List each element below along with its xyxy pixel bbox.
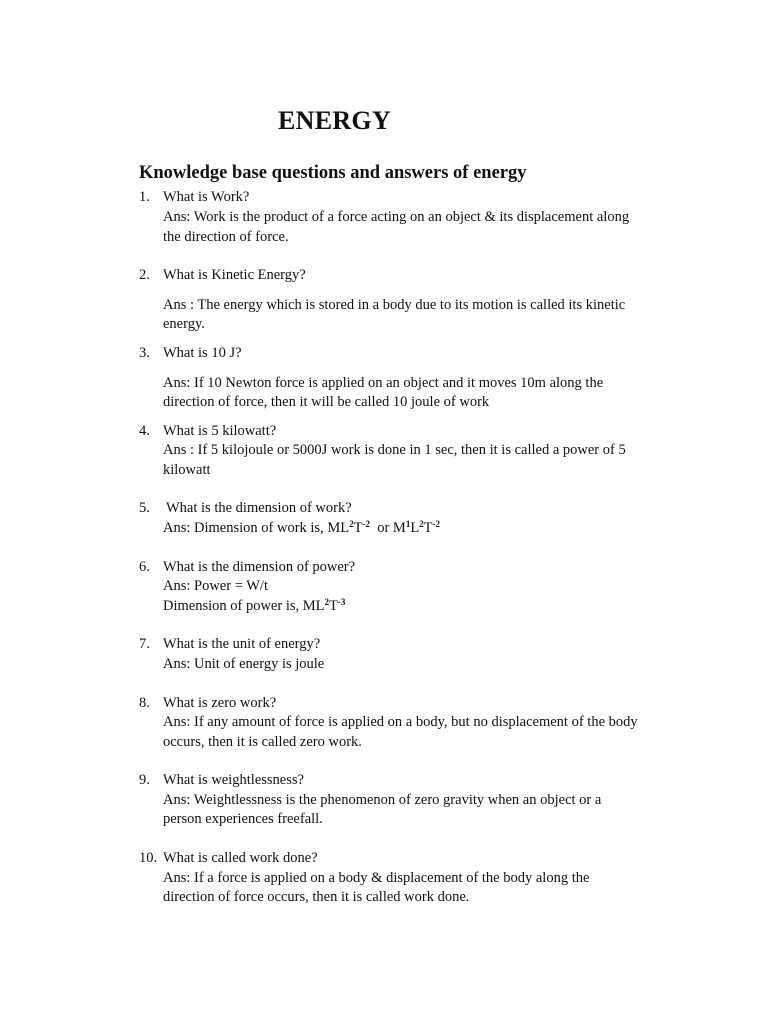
- question: What is 5 kilowatt?: [163, 423, 277, 439]
- answer-line: Ans: Power = W/t: [163, 578, 268, 594]
- answer-line: direction of force occurs, then it is called work done.: [163, 889, 470, 905]
- question: What is weightlessness?: [163, 772, 304, 788]
- item-number: 6.: [139, 559, 150, 575]
- answer-line: Dimension of power is, $ML^2T^{-3}$: [163, 597, 346, 614]
- question: What is Kinetic Energy?: [163, 267, 306, 283]
- answer-line: Ans: If any amount of force is applied on a body, but no displacement of the body: [163, 714, 638, 730]
- question: What is the unit of energy?: [163, 636, 321, 652]
- question: What is the dimension of work?: [166, 500, 352, 516]
- answer-line: Ans: Dimension of work is, $ML^2T^{-2}$ or $M^1L^2T^{-2}$: [163, 519, 441, 536]
- answer-line: Ans : If 5 kilojoule or 5000J work is done in 1 sec, then it is called a power of 5: [163, 442, 626, 458]
- answer-line: Ans : The energy which is stored in a body due to its motion is called its kinetic: [163, 297, 626, 313]
- section-heading: Knowledge base questions and answers of energy: [139, 163, 527, 183]
- page-title: ENERGY: [278, 106, 392, 135]
- answer-line: Ans: If a force is applied on a body & displacement of the body along the: [163, 870, 590, 886]
- answer-line: Ans: Unit of energy is joule: [163, 656, 325, 672]
- answer-line: Ans: Work is the product of a force acting on an object & its displacement along: [163, 209, 630, 225]
- item-number: 8.: [139, 695, 150, 711]
- question: What is 10 J?: [163, 345, 242, 361]
- item-number: 2.: [139, 267, 150, 283]
- answer-line: person experiences freefall.: [163, 811, 323, 827]
- question: What is called work done?: [163, 850, 318, 866]
- item-number: 7.: [139, 636, 150, 652]
- item-number: 5.: [139, 500, 150, 516]
- answer-line: Ans: If 10 Newton force is applied on an object and it moves 10m along the: [163, 375, 604, 391]
- item-number: 1.: [139, 189, 150, 205]
- item-number: 10.: [139, 850, 158, 866]
- answer-line: Ans: Weightlessness is the phenomenon of zero gravity when an object or a: [163, 792, 602, 808]
- answer-line: direction of force, then it will be called 10 joule of work: [163, 394, 490, 410]
- item-number: 4.: [139, 423, 150, 439]
- item-number: 3.: [139, 345, 150, 361]
- question: What is zero work?: [163, 695, 277, 711]
- answer-line: kilowatt: [163, 462, 211, 478]
- answer-line: the direction of force.: [163, 229, 289, 245]
- answer-line: occurs, then it is called zero work.: [163, 734, 362, 750]
- answer-line: energy.: [163, 316, 205, 332]
- item-number: 9.: [139, 772, 150, 788]
- question: What is Work?: [163, 189, 250, 205]
- question: What is the dimension of power?: [163, 559, 356, 575]
